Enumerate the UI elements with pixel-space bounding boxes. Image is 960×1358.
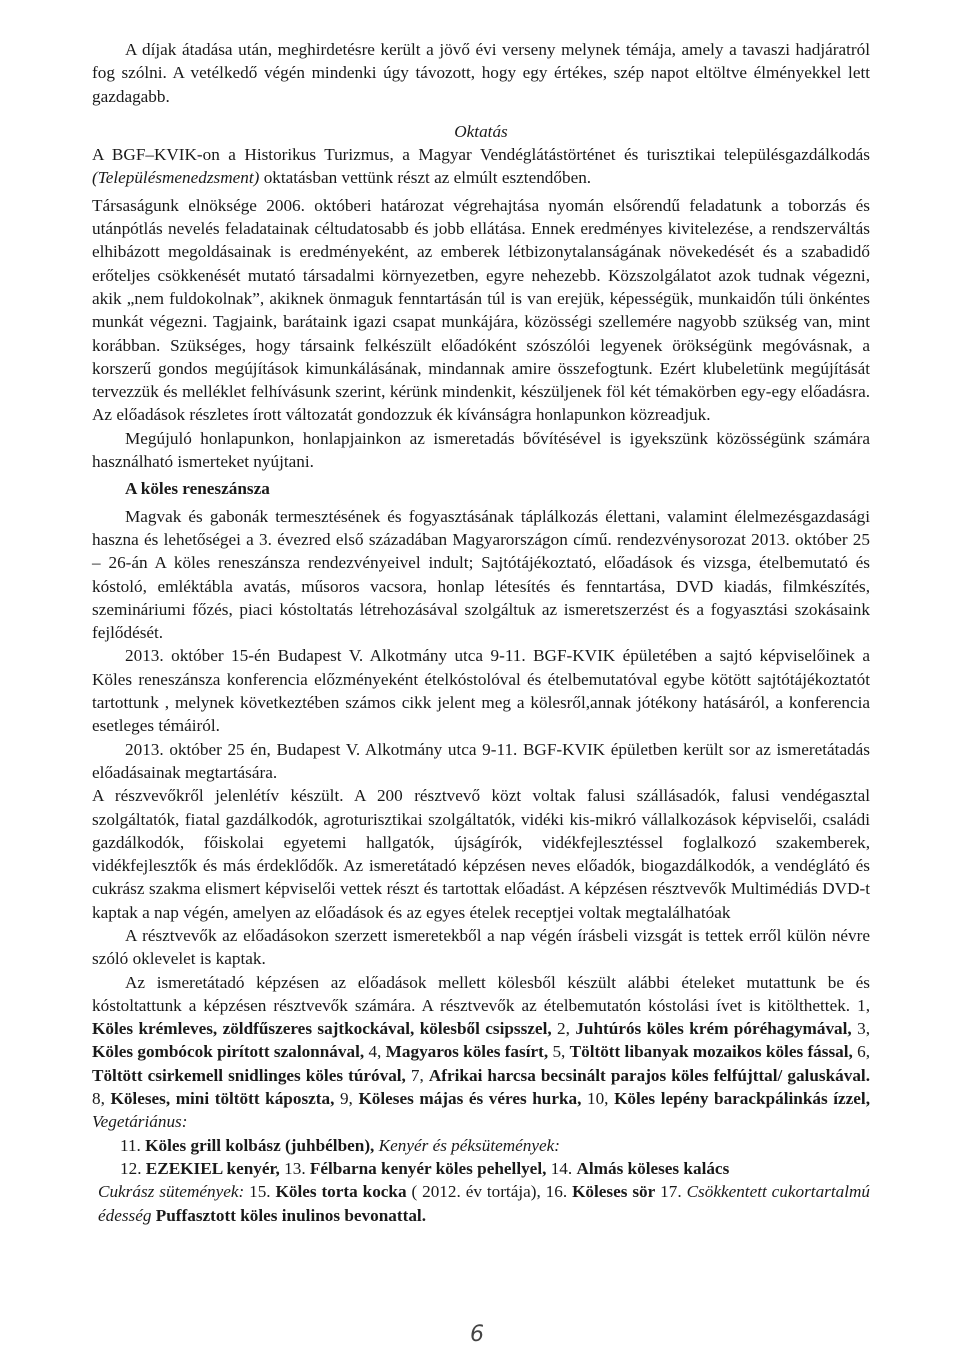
- menu-item-3: Köles gombócok pirított szalonnával,: [92, 1042, 365, 1062]
- menu-num-17: 17.: [655, 1182, 687, 1202]
- koles-paragraph-2: 2013. október 15-én Budapest V. Alkotmány utca 9-11. BGF-KVIK épületében a sajtó képviselőinek a Köles reneszánsza konferencia előzményeként ételkóstolóval és ételbemutatóval egybe kötött sajtótájékoztatót tartottunk , melynek következtében számos cikk jelent meg a kölesről,annak jótékony hatásáról, a konferencia esetleges témáiról.: [92, 646, 870, 736]
- menu-category-reduced-sugar: Csökkentett cukortartalmú édesség: [98, 1182, 871, 1225]
- oktatas-paragraph-3: Megújuló honlapunkon, honlapjainkon az ismeretadás bővítésével is igyekszünk közösségünk számára használható ismerteket nyújtani.: [92, 428, 870, 472]
- menu-item-7: Afrikai harcsa becsinált parajos köles felfújttal/ galuskával.: [428, 1065, 870, 1085]
- menu-intro: Az ismeretátadó képzésen az előadások mellett kölesből készült alábbi ételeket mutattunk be és kóstoltattunk a képzésen résztvevők számára. A résztvevők az ételbemutatón kóstolási ívet is kitölthettek. 1,: [92, 972, 870, 1015]
- menu-item-10: Köles lepény barackpálinkás ízzel,: [614, 1089, 870, 1109]
- koles-paragraph-6: [92, 971, 870, 1134]
- menu-item-14: Almás köleses kalács: [576, 1158, 730, 1178]
- menu-item-17: Puffasztott köles inulinos bevonattal.: [151, 1205, 426, 1225]
- section-heading-koles: A köles reneszánsza: [125, 479, 270, 499]
- intro-paragraph: A díjak átadása után, meghirdetésre került a jövő évi verseny melynek témája, amely a tavaszi hadjáratról fog szólni. A vetélkedő végén mindenki úgy távozott, hogy egy értékes, szép napot eltöltve élményekkel lett gazdagabb.: [92, 40, 870, 106]
- menu-item-12: EZEKIEL kenyér,: [145, 1158, 280, 1178]
- menu-category-bread: Kenyér és péksütemények:: [374, 1135, 560, 1155]
- menu-num-13: 13.: [279, 1158, 310, 1178]
- menu-line-12: [92, 1157, 870, 1180]
- menu-num-14: 14.: [546, 1158, 577, 1178]
- koles-paragraph-3: 2013. október 25 én, Budapest V. Alkotmány utca 9-11. BGF-KVIK épületben került sor az ismeretátadás előadásainak megtartására.: [92, 739, 870, 782]
- koles-paragraph-5: A résztvevők az előadásokon szerzett ismeretekből a nap végén írásbeli vizsgát is tettek erről külön névre szóló oklevelet is kaptak.: [92, 925, 870, 969]
- oktatas-p1-text: A BGF–KVIK-on a Historikus Turizmus, a Magyar Vendéglátástörténet és turisztikai településgazdálkodás: [92, 145, 870, 165]
- menu-num-10: 10,: [581, 1089, 615, 1109]
- menu-item-5: Töltött libanyak mozaikos köles fással,: [569, 1042, 853, 1062]
- oktatas-paragraph-2: Társaságunk elnöksége 2006. októberi határozat végrehajtása nyomán elsőrendű feladatunk a toborzás és utánpótlás nevelés feladatainak céltudatosabb és jobb ellátása. Ennek eredményes kivitelezése, a rendszerváltás elhibázott megoldásainak is eredményeként, az emberek létbizonytalanságának növekedését és a szabadidő erőteljes csökkenését mutató társadalmi környezetben, egyre nehezebb. Közszolgálatot azok tudnak végezni, akik „nem fuldokolnak”, akiknek önmaguk fenntartásán túl is van erejük, képességük, munkaidőn túli önkéntes munkát végezni. Tagjaink, barátaink igazi csapat munkájára, közösségi szellemére nagyobb szükség van, mint korábban. Szükséges, hogy társaink felkészült előadóként szószólói legyenek örökségünk megóvásnak, a korszerű gondos megújítások kimunkálásának, mindannak amire összefogtunk. Ezért klubeletünk megújítását tervezzük és melléklet felhívásunk szerint, kérünk mindenkit, készüljenek föl két témakörben egy-egy előadásra. Az előadások részletes írott változatát gondozzuk ék kívánságra honlapunkon közreadjuk.: [92, 195, 870, 425]
- menu-num-8: 8,: [92, 1089, 111, 1109]
- menu-num-4: 4,: [364, 1042, 386, 1062]
- page-number: 6: [470, 1322, 484, 1347]
- menu-item-15: Köles torta kocka: [275, 1182, 407, 1202]
- menu-num-12: 12.: [120, 1158, 146, 1178]
- menu-item-8: Köleses, mini töltött káposzta,: [110, 1089, 335, 1109]
- menu-item-13: Félbarna kenyér köles pehellyel,: [309, 1158, 547, 1178]
- menu-item-1: Köles krémleves, zöldfűszeres sajtkockával, kölesből csipsszel,: [92, 1019, 552, 1039]
- menu-item-16: Köleses sör: [572, 1182, 656, 1202]
- menu-num-15: 15.: [244, 1182, 276, 1202]
- menu-num-6: 6,: [852, 1042, 871, 1062]
- koles-paragraph-4: A részvevőkről jelenlétív készült. A 200 résztvevő közt voltak falusi szállásadók, falusi vendégasztal szolgáltatók, fiatal gazdálkodók, agroturisztikai szolgáltatók, vidéki kis-mikró vállalkozások képviselői, családi gazdálkodók, főiskolai egyetemi hallgatók, újságírók, vidékfejlesztéssel foglalkozó szakemberek, vidékfejlesztők és más érdeklődők. Az ismeretátadó képzésen neves előadók, biogazdálkodók, a vendéglátó és cukrász szakma elismert képviselői vettek részt és tartottak előadást. A képzésen résztvevők Multimédiás DVD-t kaptak a nap végén, amelyen az előadások és az egyes ételek receptjei voltak megtalálhatóak: [92, 786, 870, 922]
- menu-item-6: Töltött csirkemell snidlinges köles túróval,: [92, 1065, 406, 1085]
- menu-line-11: [92, 1134, 870, 1157]
- koles-paragraph-1: Magvak és gabonák termesztésének és fogyasztásának táplálkozás élettani, valamint élelmezésgazdasági haszna és lehetőségei a 3. évezred első századában Magyarországon című. rendezvénysorozat 2013. október 25 – 26-án A köles reneszánsza rendezvényeivel indult; Sajtótájékoztató, előadások és vizsga, ételbemutató és kóstoló, emléktábla avatás, műsoros vacsora, honlap létesítés és fenntartása, DVD kiadás, filmkészítés, szemináriumi főzés, piaci kóstoltatás létrehozásával szolgáltuk az ismeretszerzést és a fogyasztási szokásaink fejlődését.: [92, 506, 870, 643]
- oktatas-paragraph-1: [92, 143, 870, 190]
- menu-num-5: 5,: [548, 1042, 570, 1062]
- oktatas-p1-italic: (Településmenedzsment): [92, 168, 260, 188]
- menu-item-11: Köles grill kolbász (juhbélben),: [145, 1135, 375, 1155]
- menu-num-9: 9,: [334, 1089, 359, 1109]
- menu-category-vegetarian: Vegetáriánus:: [92, 1112, 188, 1132]
- menu-num-7: 7,: [405, 1065, 429, 1085]
- menu-item-2: Juhtúrós köles krém póréhagymával,: [575, 1019, 852, 1039]
- oktatas-p1-text-end: oktatásban vettünk részt az elmúlt esztendőben.: [259, 168, 592, 188]
- menu-item-4: Magyaros köles fasírt,: [385, 1042, 549, 1062]
- menu-num-2: 2,: [551, 1019, 576, 1039]
- section-heading-oktatas: Oktatás: [454, 121, 508, 141]
- menu-num-11: 11.: [120, 1135, 146, 1155]
- menu-item-15-note: ( 2012. év tortája), 16.: [406, 1182, 573, 1202]
- menu-category-pastry: Cukrász sütemények:: [98, 1182, 245, 1202]
- menu-num-3: 3,: [851, 1019, 871, 1039]
- menu-line-15: [92, 1180, 870, 1227]
- document-page: [92, 38, 870, 1227]
- menu-item-9: Köleses májas és véres hurka,: [358, 1089, 582, 1109]
